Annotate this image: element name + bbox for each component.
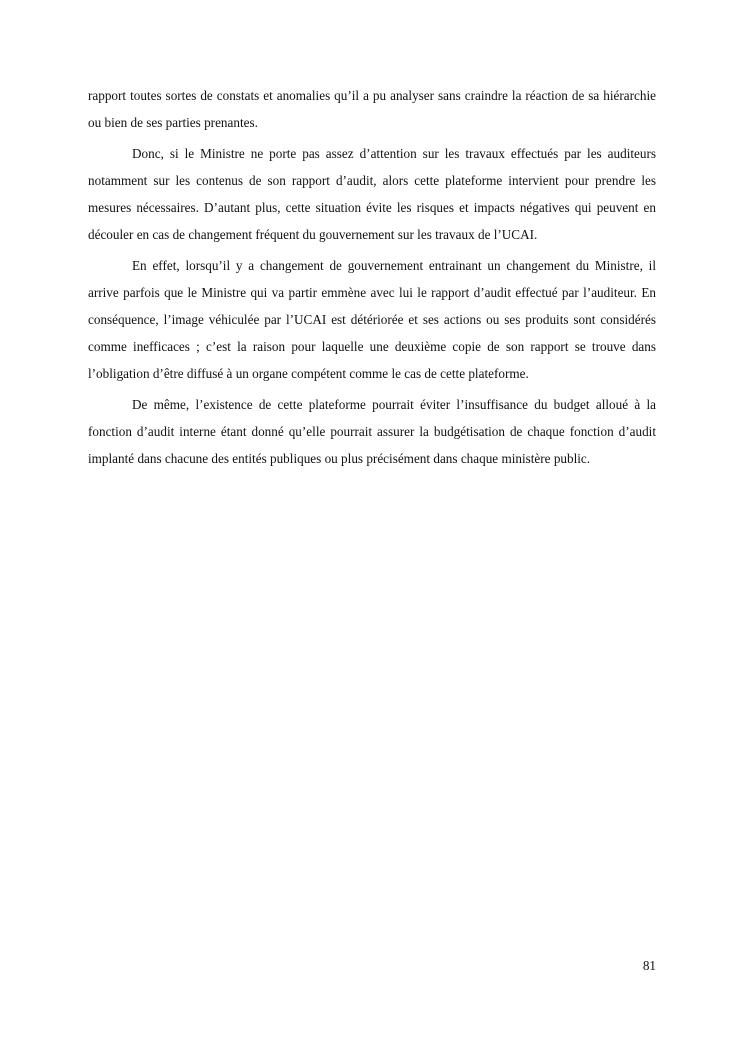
paragraph-continuation: rapport toutes sortes de constats et anomalies qu’il a pu analyser sans craindre la réaction de sa hiérarchie ou bien de ses parties prenantes. [88, 88, 656, 130]
paragraph-donc: Donc, si le Ministre ne porte pas assez d’attention sur les travaux effectués par les auditeurs notamment sur les contenus de son rapport d’audit, alors cette plateforme intervient pour prendre les mesures nécessaires. D’autant plus, cette situation évite les risques et impacts négatives qui peuvent en découler en cas de changement fréquent du gouvernement sur les travaux de l’UCAI. [88, 146, 656, 242]
body-text [88, 82, 656, 476]
paragraph-de-meme: De même, l’existence de cette plateforme pourrait éviter l’insuffisance du budget alloué à la fonction d’audit interne étant donné qu’elle pourrait assurer la budgétisation de chaque fonction d’audit implanté dans chacune des entités publiques ou plus précisément dans chaque ministère public. [88, 397, 656, 466]
paragraph-en-effet: En effet, lorsqu’il y a changement de gouvernement entrainant un changement du Ministre, il arrive parfois que le Ministre qui va partir emmène avec lui le rapport d’audit effectué par l’auditeur. En conséquence, l’image véhiculée par l’UCAI est détériorée et ses actions ou ses produits sont considérés comme inefficaces ; c’est la raison pour laquelle une deuxième copie de son rapport se trouve dans l’obligation d’être diffusé à un organe compétent comme le cas de cette plateforme. [88, 258, 656, 381]
page-number: 81 [642, 958, 656, 973]
